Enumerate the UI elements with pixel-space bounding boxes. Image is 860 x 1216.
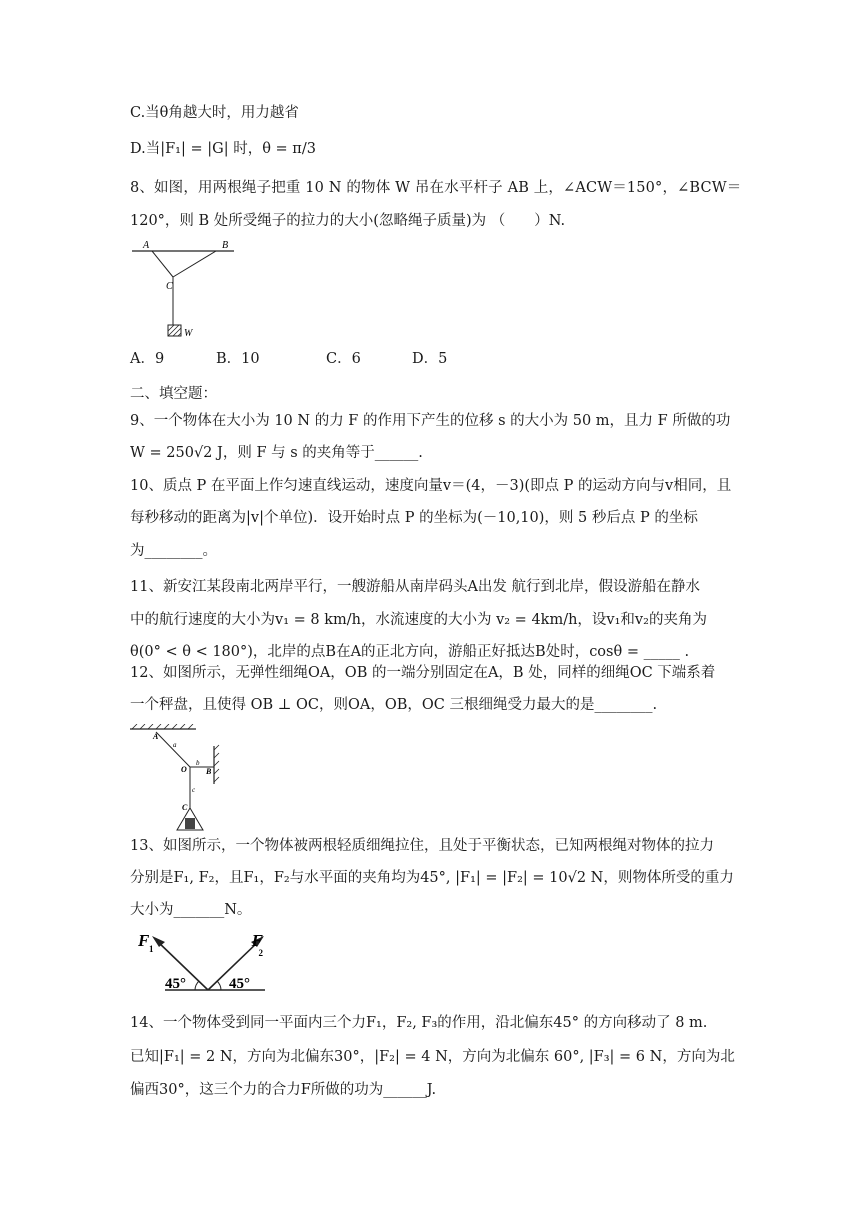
q13-line1: 13、如图所示，一个物体被两根轻质细绳拉住，且处于平衡状态，已知两根绳对物体的拉力	[130, 838, 714, 854]
label-rb: b	[196, 759, 200, 767]
label-c: C	[182, 803, 188, 812]
q8-line2: 120°，则 B 处所受绳子的拉力的大小(忽略绳子质量)为 （ ）N.	[130, 213, 566, 229]
rope-oa	[156, 732, 190, 767]
q11-line2: 中的航行速度的大小为v₁ = 8 km/h，水流速度的大小为 v₂ = 4km/h，设v₁和v₂的夹角为	[130, 612, 707, 628]
q10-line2: 每秒移动的距离为|v|个单位)．设开始时点 P 的坐标为(－10,10)，则 5 秒后点 P 的坐标	[130, 510, 698, 526]
label-rc: c	[192, 786, 196, 794]
arrow-f1	[152, 936, 165, 947]
label-o: O	[181, 765, 187, 774]
label-angle-right: 45°	[229, 976, 250, 992]
section-title: 二、填空题：	[130, 386, 217, 402]
q8-figure	[130, 238, 240, 343]
q10-line1: 10、质点 P 在平面上作匀速直线运动，速度向量v＝(4，－3)(即点 P 的运动方向与v相同，且	[130, 478, 732, 494]
label-a: A	[153, 732, 159, 741]
q13-figure	[135, 930, 270, 996]
q14-line3: 偏西30°，这三个力的合力F所做的功为______J.	[130, 1082, 437, 1098]
q8-options	[130, 349, 447, 369]
option-c: C.当θ角越大时，用力越省	[130, 105, 299, 121]
q13-line2: 分别是F₁, F₂，且F₁，F₂与水平面的夹角均为45°, |F₁| = |F₂| = 10√2 N，则物体所受的重力	[130, 870, 734, 886]
label-b: B	[222, 240, 229, 251]
label-f2: F	[251, 931, 263, 950]
q11-line1: 11、新安江某段南北两岸平行，一艘游船从南岸码头A出发 航行到北岸，假设游船在静水	[130, 579, 701, 595]
q8-line1: 8、如图，用两根绳子把重 10 N 的物体 W 吊在水平杆子 AB 上，∠ACW＝150°，∠BCW＝	[130, 180, 742, 196]
label-angle-left: 45°	[165, 976, 186, 992]
q9-line2: W = 250√2 J，则 F 与 s 的夹角等于______.	[130, 445, 423, 461]
label-a: A	[143, 240, 150, 251]
q12-line1: 12、如图所示，无弹性细绳OA，OB 的一端分别固定在A，B 处，同样的细绳OC 下端系着	[130, 665, 716, 681]
label-c: C	[166, 281, 173, 292]
rope-ac	[152, 251, 173, 277]
label-b: B	[206, 767, 212, 776]
q11-line3: θ(0° < θ < 180°)，北岸的点B在A的正北方向，游船正好抵达B处时，cosθ = _____ .	[130, 644, 690, 660]
label-f1: F	[138, 931, 150, 950]
q12-line2: 一个秤盘，且使得 OB ⊥ OC，则OA，OB，OC 三根细绳受力最大的是________.	[130, 697, 658, 713]
q10-line3: 为________。	[130, 543, 217, 559]
rope-bc	[173, 251, 216, 277]
q14-line1: 14、一个物体受到同一平面内三个力F₁，F₂, F₃的作用，沿北偏东45° 的方向移动了 8 m.	[130, 1015, 708, 1031]
q12-figure	[130, 724, 230, 836]
q14-line2: 已知|F₁| = 2 N，方向为北偏东30°，|F₂| = 4 N，方向为北偏东 60°, |F₃| = 6 N，方向为北	[130, 1049, 735, 1065]
q8-option-c: C．6	[326, 351, 361, 367]
label-f1-sub: 1	[149, 944, 154, 954]
q8-option-a: A．9	[130, 351, 165, 367]
label-ra: a	[173, 741, 177, 749]
weight	[185, 818, 195, 829]
q8-option-b: B．10	[216, 351, 260, 367]
option-d: D.当|F₁| = |G| 时，θ = π/3	[130, 141, 316, 157]
q8-option-d: D．5	[412, 351, 448, 367]
label-f2-sub: 2	[258, 948, 263, 958]
label-w: W	[184, 328, 193, 339]
q9-line1: 9、一个物体在大小为 10 N 的力 F 的作用下产生的位移 s 的大小为 50 m，且力 F 所做的功	[130, 413, 731, 429]
q13-line3: 大小为_______N。	[130, 902, 252, 918]
